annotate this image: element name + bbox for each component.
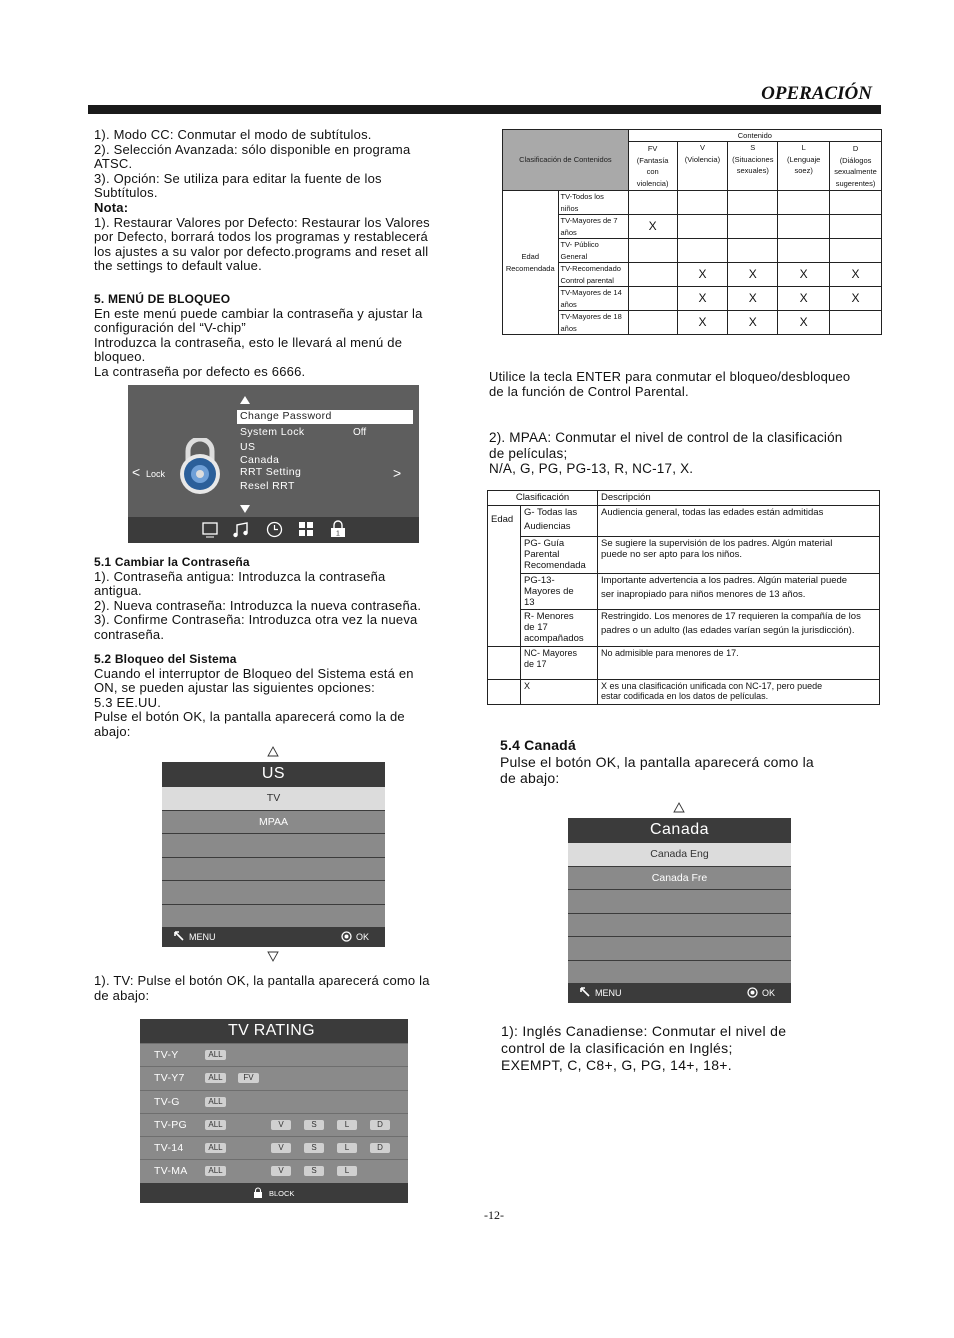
text-line: 1). Contraseña antigua: Introduzca la contraseña <box>94 568 386 584</box>
canada-menu-empty-row <box>568 936 791 960</box>
canada-menu-item-eng[interactable]: Canada Eng <box>568 842 791 866</box>
col-desc: (Lenguaje <box>786 154 821 164</box>
rating-row-label <box>558 191 628 215</box>
us-menu-empty-row <box>162 904 385 928</box>
rating-line: acompañados <box>524 633 584 644</box>
mark-cell <box>830 239 882 263</box>
table-header: Descripción <box>598 491 880 506</box>
rating-chip[interactable]: D <box>370 1120 390 1130</box>
rating-chip[interactable]: ALL <box>205 1166 226 1176</box>
text-line: abajo: <box>94 723 131 739</box>
table-header: Clasificación <box>488 491 598 506</box>
block-lock-icon <box>253 1187 263 1198</box>
rating-row-label <box>558 287 628 311</box>
section-heading: 5.1 Cambiar la Contraseña <box>94 555 250 569</box>
desc-line: Importante advertencia a los padres. Algún material puede <box>601 575 848 586</box>
col-desc: (Diálogos <box>839 155 872 165</box>
col-code: L <box>801 143 806 152</box>
desc-line: No admisible para menores de 17. <box>601 648 739 658</box>
canada-section <box>500 737 890 787</box>
menu-key-icon <box>580 987 590 998</box>
desc-line: X es una clasificación unificada con NC-17, pero puede <box>601 681 823 691</box>
column-header-l <box>778 142 830 191</box>
rating-label: TV-G <box>154 1095 180 1108</box>
ok-label: OK <box>356 932 370 942</box>
column-header-s <box>728 142 778 191</box>
mark-cell: X <box>778 287 830 311</box>
mark-cell <box>677 215 728 239</box>
age-label: Edad <box>488 506 521 647</box>
label-line: niños <box>560 203 579 213</box>
rating-cell <box>521 680 598 705</box>
rating-line: de 17 <box>524 622 548 633</box>
description-cell <box>598 680 880 705</box>
age-label-line: Edad <box>521 252 540 261</box>
desc-line: Audiencia general, todas las edades están admitidas <box>601 507 824 518</box>
canada-english-note <box>501 1023 891 1073</box>
label-line: años <box>560 227 577 237</box>
rating-label: TV-14 <box>154 1142 184 1155</box>
mark-cell <box>677 239 728 263</box>
label-line: Control parental <box>560 275 614 285</box>
rating-chip[interactable]: ALL <box>205 1050 226 1060</box>
text-line: de abajo: <box>500 770 560 786</box>
mark-cell: X <box>677 311 728 335</box>
description-cell <box>598 574 880 610</box>
rating-line: Recomendada <box>524 560 586 571</box>
rating-line: X <box>524 681 531 691</box>
rating-row-label <box>558 215 628 239</box>
rating-row-label <box>558 263 628 287</box>
label-line: TV-Mayores de 7 <box>560 216 618 225</box>
rating-line: G- Todas las <box>524 507 578 518</box>
label-line: TV-Recomendado <box>560 264 621 273</box>
rating-label: TV-Y <box>154 1049 179 1061</box>
rating-line: Parental <box>524 549 560 560</box>
rating-chip[interactable]: L <box>337 1143 357 1153</box>
col-desc: sugerentes) <box>835 178 876 188</box>
system-lock-section <box>94 652 459 740</box>
section-heading: 5.4 Canadá <box>500 737 576 753</box>
text-line: La contraseña por defecto es 6666. <box>94 363 306 379</box>
mark-cell: X <box>728 287 778 311</box>
rating-chip[interactable]: ALL <box>205 1120 226 1130</box>
rating-cell <box>521 506 598 537</box>
menu-item-change-password[interactable]: Change Password <box>240 410 332 422</box>
canada-menu-empty-row <box>568 960 791 984</box>
rating-line: NC- Mayores <box>524 648 578 658</box>
label-line: años <box>560 299 577 309</box>
mark-cell: X <box>628 215 677 239</box>
us-menu-footer <box>162 927 385 947</box>
col-desc: (Fantasía <box>636 155 669 165</box>
col-desc: sexuales) <box>736 166 769 175</box>
col-code: FV <box>647 144 658 153</box>
rating-chip[interactable]: L <box>337 1120 357 1130</box>
rating-row-label <box>558 239 628 263</box>
label-line: TV- Público <box>560 240 599 249</box>
tv-note <box>94 974 459 1003</box>
column-header-fv <box>628 142 677 191</box>
text-line: 1). Restaurar Valores por Defecto: Restaurar los Valores <box>94 214 430 230</box>
mark-cell: X <box>830 287 882 311</box>
ok-key-icon <box>747 987 758 998</box>
text-line: por Defecto, borrará todos los programas y restablecerá <box>94 229 428 245</box>
empty-cell <box>488 680 521 705</box>
mpaa-note <box>489 430 889 477</box>
col-desc: (Situaciones <box>732 154 774 164</box>
col-desc: soez) <box>794 166 813 175</box>
desc-line: ser inapropiado para niños menores de 13 años. <box>601 589 806 600</box>
text-line: de películas; <box>489 445 568 461</box>
rating-cell <box>521 537 598 574</box>
label-line: TV-Todos los <box>560 192 604 201</box>
text-line: 3). Opción: Se utiliza para editar la fuente de los <box>94 170 382 186</box>
menu-key-icon <box>174 931 184 942</box>
description-cell <box>598 610 880 647</box>
label-line: años <box>560 323 577 333</box>
mark-cell: X <box>728 311 778 335</box>
system-lock-value: Off <box>353 427 367 438</box>
mark-cell <box>728 191 778 215</box>
mark-cell <box>628 239 677 263</box>
scroll-up-icon[interactable] <box>267 746 279 757</box>
col-desc: con <box>646 167 659 176</box>
rating-chip[interactable]: V <box>271 1120 291 1130</box>
rating-line: R- Menores <box>524 611 574 622</box>
rating-cell <box>521 647 598 680</box>
text-line: configuración del “V-chip” <box>94 320 246 336</box>
text-line: los ajustes a su valor por defecto.programs and reset all <box>94 243 429 259</box>
canada-menu-title: Canada <box>649 821 710 838</box>
age-label-line: Recomendada <box>505 263 555 273</box>
rating-cell <box>521 610 598 647</box>
mpaa-rating-table <box>487 490 880 705</box>
mark-cell <box>728 215 778 239</box>
lock-tab-icon[interactable] <box>330 520 346 538</box>
section-heading: 5. MENÚ DE BLOQUEO <box>94 292 231 306</box>
scroll-up-icon[interactable] <box>673 802 685 813</box>
header-rule <box>88 105 881 114</box>
text-line: de la función de Control Parental. <box>489 383 689 399</box>
text-line: 2). MPAA: Conmutar el nivel de control de la clasificación <box>489 430 843 445</box>
lock-menu-screen <box>128 385 419 543</box>
rating-line: de 17 <box>524 659 547 669</box>
mark-cell: X <box>728 263 778 287</box>
canada-menu-empty-row <box>568 889 791 913</box>
us-menu-item-mpaa[interactable]: MPAA <box>162 810 385 834</box>
us-menu-title: US <box>261 765 286 782</box>
col-desc: violencia) <box>636 178 669 188</box>
desc-line: estar codificada en los datos de películas. <box>601 691 769 701</box>
column-header-v <box>677 142 728 191</box>
mark-cell <box>778 239 830 263</box>
canada-menu-footer <box>568 983 791 1003</box>
block-label: BLOCK <box>269 1188 295 1198</box>
mark-cell <box>830 191 882 215</box>
tv-rating-row[interactable] <box>140 1136 408 1159</box>
text-line: Subtítulos. <box>94 185 158 201</box>
tv-rating-screen <box>140 1019 408 1203</box>
table-header: Contenido <box>628 130 881 142</box>
text-line: Introduzca la contraseña, esto le llevará al menú de <box>94 334 403 350</box>
tv-rating-row[interactable] <box>140 1066 408 1089</box>
section-heading: 5.2 Bloqueo del Sistema <box>94 652 237 666</box>
page-number: -12- <box>484 1208 504 1222</box>
rating-chip[interactable]: ALL <box>205 1143 226 1153</box>
rating-chip[interactable]: V <box>271 1166 291 1176</box>
us-menu-item-tv[interactable]: TV <box>162 786 385 810</box>
mark-cell <box>728 239 778 263</box>
mark-cell <box>830 215 882 239</box>
text-line: ATSC. <box>94 156 133 172</box>
mark-cell <box>628 287 677 311</box>
label-line: General <box>560 251 588 261</box>
text-line: 5.3 EE.UU. <box>94 694 162 710</box>
rating-row-label <box>558 311 628 335</box>
lock-menu-toolbar <box>128 517 419 543</box>
right-arrow-icon[interactable]: > <box>393 465 402 481</box>
scroll-up-icon[interactable] <box>240 396 250 404</box>
rating-chip[interactable]: D <box>370 1143 390 1153</box>
text-line: control de la clasificación en Inglés; <box>501 1039 733 1056</box>
rating-cell <box>521 574 598 610</box>
rating-chip[interactable]: S <box>304 1143 324 1153</box>
note-heading: Nota: <box>94 199 129 215</box>
grid-icon[interactable] <box>298 521 314 537</box>
text-line: 2). Nueva contraseña: Introduzca la nueva contraseña. <box>94 597 422 613</box>
rating-chip[interactable]: S <box>304 1120 324 1130</box>
scroll-down-icon[interactable] <box>240 505 250 513</box>
mark-cell <box>830 311 882 335</box>
tv-rating-row[interactable] <box>140 1113 408 1136</box>
mark-cell <box>628 191 677 215</box>
age-recommended-cell <box>503 191 629 335</box>
menu-item-canada[interactable]: Canada <box>240 454 280 466</box>
tv-rating-row[interactable] <box>140 1043 408 1066</box>
scroll-down-icon[interactable] <box>267 951 279 962</box>
content-rating-table <box>502 129 882 335</box>
description-cell <box>598 647 880 680</box>
text-line: the settings to default value. <box>94 258 262 274</box>
tv-rating-title: TV RATING <box>228 1022 315 1039</box>
rating-label: TV-PG <box>154 1118 188 1131</box>
empty-cell <box>488 647 521 680</box>
text-line: EXEMPT, C, C8+, G, PG, 14+, 18+. <box>501 1056 732 1073</box>
rating-label: TV-MA <box>154 1165 188 1178</box>
padlock-icon <box>172 438 228 496</box>
music-icon[interactable] <box>232 522 250 538</box>
text-line: 1): Inglés Canadiense: Conmutar el nivel de <box>501 1023 787 1039</box>
rating-line: PG- Guía <box>524 538 565 549</box>
mark-cell: X <box>677 287 728 311</box>
rating-label: TV-Y7 <box>154 1072 185 1085</box>
rating-chip[interactable]: FV <box>238 1073 259 1083</box>
mark-cell: X <box>677 263 728 287</box>
rating-line: PG-13- <box>524 575 555 586</box>
desc-line: puede no ser apto para los niños. <box>601 549 743 560</box>
tv-rating-row[interactable] <box>140 1090 408 1113</box>
left-arrow-icon[interactable]: < <box>132 464 141 480</box>
mark-cell: X <box>778 263 830 287</box>
col-desc: sexualmente <box>834 167 877 176</box>
tv-rating-row[interactable] <box>140 1159 408 1182</box>
menu-item-resel-rrt[interactable]: Resel RRT <box>240 480 295 492</box>
mark-cell <box>628 311 677 335</box>
text-line: En este menú puede cambiar la contraseña y ajustar la <box>94 305 423 321</box>
tv-rating-footer <box>140 1183 408 1203</box>
menu-item-system-lock[interactable]: System Lock <box>240 426 305 438</box>
ok-key-icon <box>341 931 352 942</box>
rating-chip[interactable]: S <box>304 1166 324 1176</box>
text-line: Cuando el interruptor de Bloqueo del Sistema está en <box>94 665 414 681</box>
menu-label: MENU <box>595 988 622 998</box>
col-code: S <box>750 143 756 152</box>
text-line: ON, se pueden ajustar las siguientes opciones: <box>94 680 375 696</box>
lock-side-label: Lock <box>146 469 166 479</box>
menu-item-us[interactable]: US <box>240 441 256 453</box>
text-line: N/A, G, PG, PG-13, R, NC-17, X. <box>489 461 694 476</box>
text-line: antigua. <box>94 583 142 599</box>
column-header-d <box>830 142 882 191</box>
mark-cell: X <box>830 263 882 287</box>
canada-menu-item-fre[interactable]: Canada Fre <box>568 866 791 890</box>
mark-cell <box>677 191 728 215</box>
text-line: 1). TV: Pulse el botón OK, la pantalla aparecerá como la <box>94 973 430 988</box>
rating-chip[interactable]: ALL <box>205 1097 226 1107</box>
tv-icon[interactable] <box>202 522 218 538</box>
canada-menu-empty-row <box>568 913 791 937</box>
rating-chip[interactable]: V <box>271 1143 291 1153</box>
mark-cell <box>628 263 677 287</box>
label-line: TV-Mayores de 14 <box>560 288 622 297</box>
table-header: Clasificación de Contenidos <box>503 130 629 191</box>
us-menu-empty-row <box>162 880 385 904</box>
menu-item-rrt-setting[interactable]: RRT Setting <box>240 466 302 478</box>
rating-line: 13 <box>524 597 535 608</box>
change-password-section <box>94 555 459 643</box>
text-line: Pulse el botón OK, la pantalla aparecerá como la <box>500 753 814 770</box>
page-title: OPERACIÓN <box>761 83 872 104</box>
age-label <box>503 191 558 334</box>
col-code: D <box>852 144 859 153</box>
col-desc: (Violencia) <box>684 154 721 164</box>
desc-line: padres o un adulto (las edades varían según la jurisdicción). <box>601 625 855 636</box>
intro-text <box>94 128 459 274</box>
text-line: Utilice la tecla ENTER para conmutar el bloqueo/desbloqueo <box>489 369 851 384</box>
rating-chip[interactable]: L <box>337 1166 357 1176</box>
desc-line: Restringido. Los menores de 17 requieren la compañía de los <box>601 611 861 622</box>
ok-label: OK <box>762 988 776 998</box>
mark-cell <box>778 215 830 239</box>
label-line: TV-Mayores de 18 <box>560 312 622 321</box>
rating-chip[interactable]: ALL <box>205 1073 226 1083</box>
menu-label: MENU <box>189 932 216 942</box>
mark-cell <box>778 191 830 215</box>
us-menu-empty-row <box>162 857 385 881</box>
svg-text:1: 1 <box>336 530 340 538</box>
text-line: 1). Modo CC: Conmutar el modo de subtítulos. <box>94 127 372 142</box>
text-line: 2). Selección Avanzada: sólo disponible en programa <box>94 141 411 157</box>
text-line: 3). Confirme Contraseña: Introduzca otra vez la nueva <box>94 612 418 628</box>
description-cell <box>598 506 880 537</box>
clock-icon[interactable] <box>266 521 283 538</box>
text-line: contraseña. <box>94 626 165 642</box>
enter-note <box>489 370 889 399</box>
mark-cell: X <box>778 311 830 335</box>
desc-line: Se sugiere la supervisión de los padres. Algún material <box>601 538 833 549</box>
text-line: de abajo: <box>94 987 150 1003</box>
rating-line: Audiencias <box>524 521 571 532</box>
us-menu-screen <box>162 762 385 947</box>
us-menu-empty-row <box>162 833 385 857</box>
text-line: bloqueo. <box>94 349 146 365</box>
canada-menu-screen <box>568 818 791 1003</box>
rating-line: Mayores de <box>524 586 574 597</box>
text-line: Pulse el botón OK, la pantalla aparecerá como la de <box>94 709 405 725</box>
col-code: V <box>699 143 705 152</box>
description-cell <box>598 537 880 574</box>
lock-menu-section <box>94 292 459 380</box>
